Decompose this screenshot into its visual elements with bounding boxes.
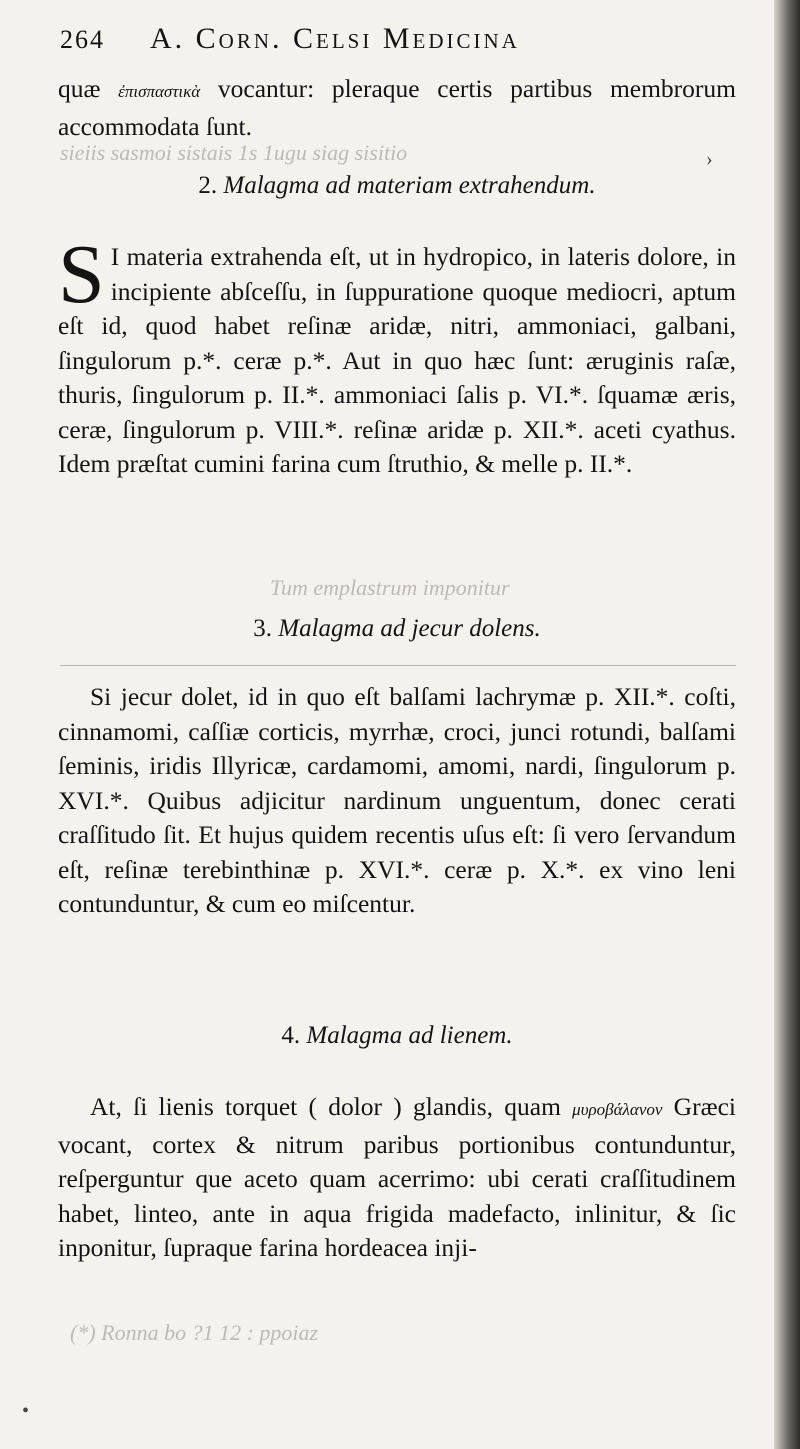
section-title: Malagma ad lienem. — [306, 1022, 513, 1049]
section-heading-2 — [58, 172, 736, 200]
divider-rule — [60, 665, 736, 666]
section-number: 4. — [281, 1022, 301, 1049]
section-heading-3 — [58, 615, 736, 643]
section-paragraph: At, ſi lienis torquet ( dolor ) glandis, quam μυροβάλανον Græci vocant, cortex & nitrum paribus portionibus contunduntur, reſperguntur que aceto quam acerrimo: ubi cerati craſſitudinem habet, linteo, ante in aqua frigida madefacto, inlinitur, & ſic inponitur, ſupraque farina hordeacea inji- — [58, 1092, 736, 1262]
greek-word: ἐπισπαστικὰ — [118, 82, 201, 101]
section-number: 2. — [198, 172, 218, 199]
bleed-through: sieiis sasmoi sistais 1s 1ugu siag sisitio — [60, 140, 408, 165]
greek-word: μυροβάλανον — [572, 1100, 663, 1119]
bleed-through: (*) Ronna bo ?1 12 : ppoiaz — [70, 1320, 319, 1345]
section-title: Malagma ad jecur dolens. — [278, 615, 541, 642]
intro-text: quæ ἐπισπαστικὰ vocantur: pleraque certis partibus membrorum accommodata ſunt. — [58, 74, 736, 141]
intro-paragraph — [58, 72, 736, 144]
page-number: 264 — [60, 25, 105, 54]
section-title: Malagma ad materiam extrahendum. — [223, 172, 596, 199]
drop-cap: S — [58, 228, 105, 321]
running-title: A. Corn. Celsi Medicina — [150, 22, 520, 55]
section-heading-4 — [58, 1022, 736, 1050]
section-number: 3. — [253, 615, 273, 642]
section-paragraph: Si jecur dolet, id in quo eſt balſami lachrymæ p. XII.*. coſti, cinnamomi, caſſiæ corticis, myrrhæ, croci, junci rotundi, balſami ſeminis, iridis Illyricæ, cardamomi, amomi, nardi, ſingulorum p. XVI.*. Quibus adjicitur nardinum unguentum, donec cerati craſſitudo ſit. Et hujus quidem recentis uſus eſt: ſi vero ſervandum eſt, reſinæ terebinthinæ p. XVI.*. ceræ p. X.*. ex vino leni contunduntur, & cum eo miſcentur. — [58, 682, 736, 918]
bleed-through: Tum emplastrum imponitur — [270, 575, 510, 600]
section-body-4 — [58, 1090, 736, 1266]
ink-dot-icon: • — [22, 1400, 30, 1422]
section-body-3 — [58, 680, 736, 922]
chevron-right-icon: › — [706, 148, 713, 170]
running-header — [60, 22, 730, 62]
section-body-2 — [58, 228, 736, 482]
section-paragraph: I materia extrahenda eſt, ut in hydropico, in lateris dolore, in incipiente abſceſſu, in ſuppuratione quoque mediocri, aptum eſt id, quod habet reſinæ aridæ, nitri, ammoniaci, galbani, ſingulorum p.*. ceræ p.*. Aut in quo hæc ſunt: æruginis raſæ, thuris, ſingulorum p. II.*. ammoniaci ſalis p. VI.*. ſquamæ æris, ceræ, ſingulorum p. VIII.*. reſinæ aridæ p. XII.*. aceti cyathus. Idem præſtat cumini farina cum ſtruthio, & melle p. II.*. — [58, 242, 736, 478]
page-edge-shadow — [774, 0, 800, 1449]
